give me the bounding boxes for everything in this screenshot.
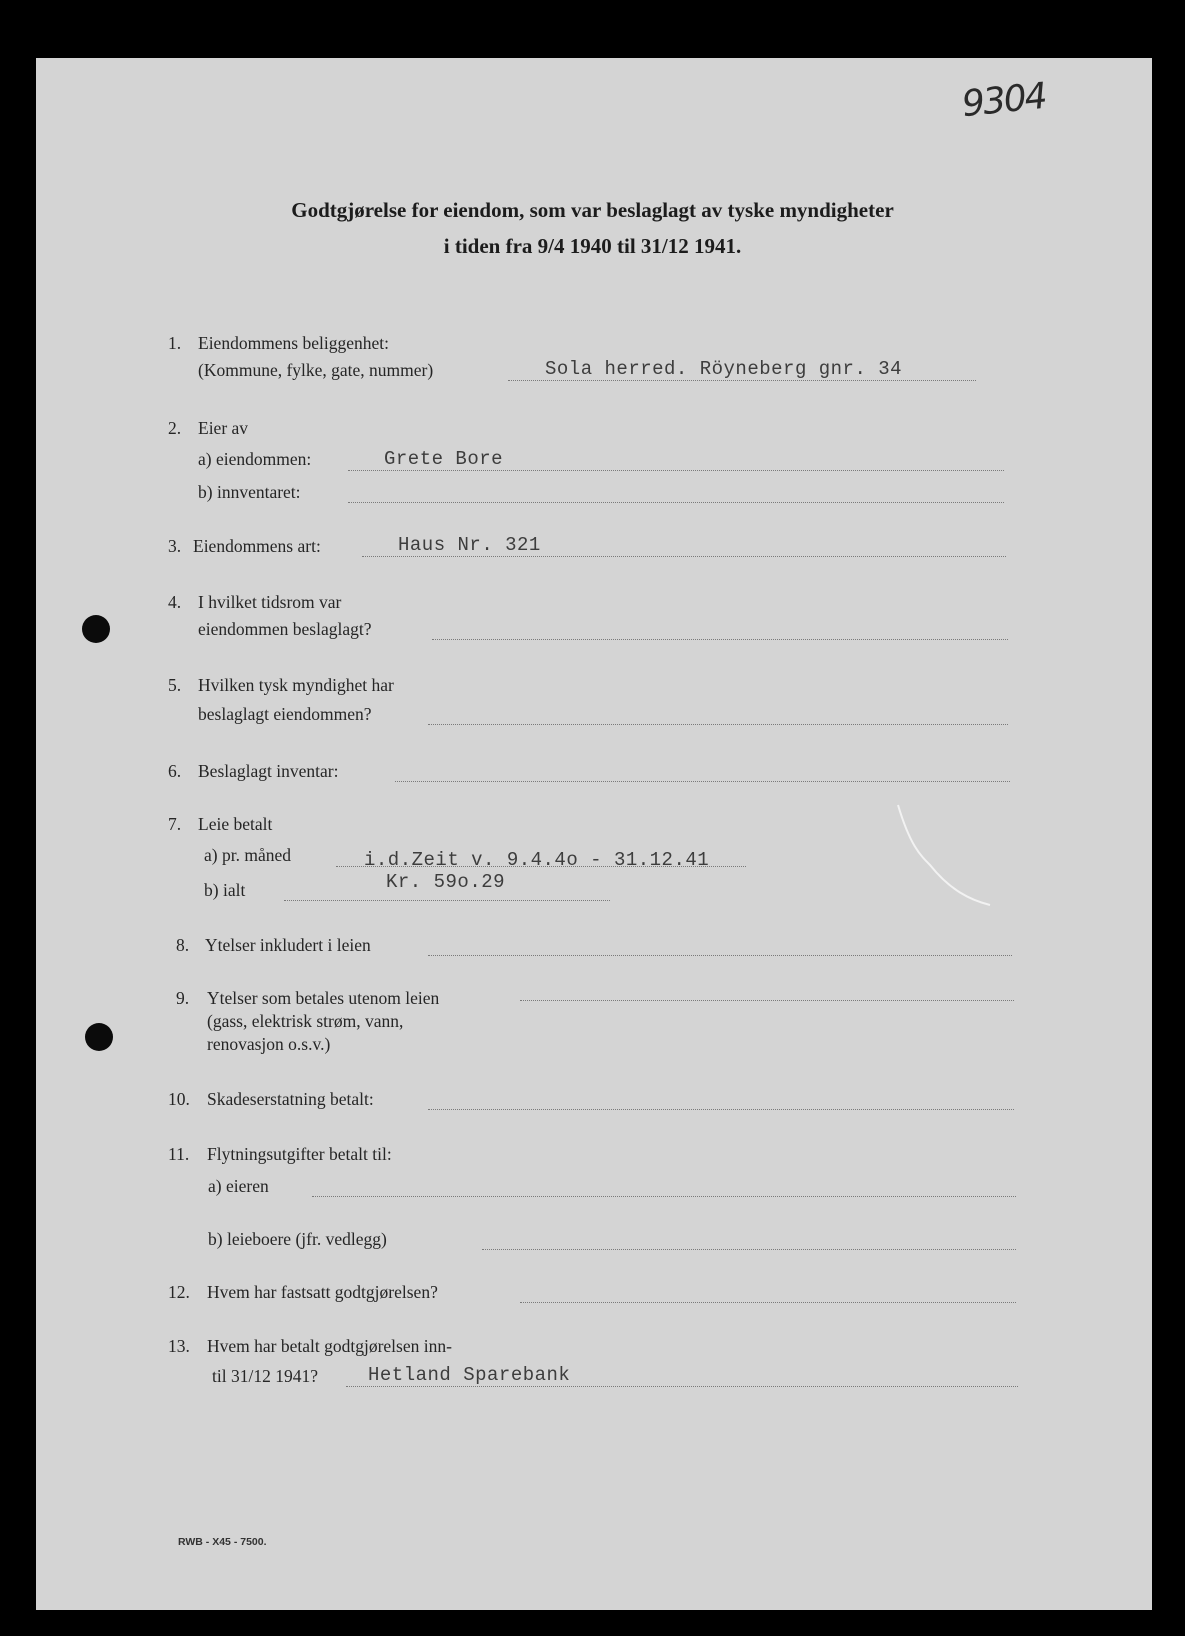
item-6-number: 6. <box>168 761 182 781</box>
form-title-line-1: Godtgjørelse for eiendom, som var beslaglagt av tyske myndigheter <box>291 198 894 222</box>
item-8-label: Ytelser inkludert i leien <box>205 935 371 955</box>
item-2b-label: b) innventaret: <box>198 482 301 502</box>
archive-number-handwritten: 9304 <box>960 75 1048 126</box>
item-1-answer: Sola herred. Röyneberg gnr. 34 <box>545 358 903 380</box>
item-9-number: 9. <box>176 988 190 1008</box>
item-1-sublabel: (Kommune, fylke, gate, nummer) <box>198 360 434 380</box>
punch-hole-lower <box>85 1023 113 1051</box>
item-7-number: 7. <box>168 814 182 834</box>
item-12-label: Hvem har fastsatt godtgjørelsen? <box>207 1282 438 1302</box>
item-6-answer-line <box>395 781 1010 782</box>
item-4-answer-line <box>432 639 1008 640</box>
item-2a-answer: Grete Bore <box>384 448 504 470</box>
item-5-label: Hvilken tysk myndighet har <box>198 675 394 695</box>
item-3-label: Eiendommens art: <box>193 536 321 556</box>
punch-hole-upper <box>82 615 110 643</box>
item-3-answer-line <box>362 556 1006 557</box>
item-11a-answer-line <box>312 1196 1016 1197</box>
item-11-number: 11. <box>168 1144 190 1164</box>
item-2b-answer-line <box>348 502 1004 503</box>
item-11-label: Flytningsutgifter betalt til: <box>207 1144 392 1164</box>
item-4-label: I hvilket tidsrom var <box>198 592 342 612</box>
item-6-label: Beslaglagt inventar: <box>198 761 339 781</box>
item-5-number: 5. <box>168 675 182 695</box>
item-2-number: 2. <box>168 418 182 438</box>
item-7b-label: b) ialt <box>204 880 246 900</box>
item-8-answer-line <box>428 955 1012 956</box>
item-13-label: Hvem har betalt godtgjørelsen inn- <box>207 1336 452 1356</box>
item-3-answer: Haus Nr. 321 <box>398 534 541 556</box>
item-10-number: 10. <box>168 1089 190 1109</box>
item-4-number: 4. <box>168 592 182 612</box>
item-7-label: Leie betalt <box>198 814 273 834</box>
item-7b-answer: Kr. 59o.29 <box>386 871 506 893</box>
item-9-sublabel-1: (gass, elektrisk strøm, vann, <box>207 1011 404 1031</box>
item-13-sublabel: til 31/12 1941? <box>212 1366 318 1386</box>
item-13-number: 13. <box>168 1336 190 1356</box>
item-3-number: 3. <box>168 536 182 556</box>
item-5-answer-line <box>428 724 1008 725</box>
form-title-line-2: i tiden fra 9/4 1940 til 31/12 1941. <box>443 234 742 258</box>
item-7a-answer: i.d.Zeit v. 9.4.4o - 31.12.41 <box>364 849 710 871</box>
item-2a-answer-line <box>348 470 1004 471</box>
item-10-answer-line <box>428 1109 1014 1110</box>
item-13-answer: Hetland Sparebank <box>368 1364 571 1386</box>
item-11b-answer-line <box>482 1249 1016 1250</box>
item-7a-label: a) pr. måned <box>204 845 291 865</box>
item-7b-answer-line <box>284 900 610 901</box>
item-10-label: Skadeserstatning betalt: <box>207 1089 374 1109</box>
item-11a-label: a) eieren <box>208 1176 269 1196</box>
item-12-number: 12. <box>168 1282 190 1302</box>
item-4-sublabel: eiendommen beslaglagt? <box>198 619 372 639</box>
pen-mark <box>890 795 1000 915</box>
printer-code: RWB - X45 - 7500. <box>178 1536 267 1548</box>
item-2-label: Eier av <box>198 418 249 438</box>
item-9-answer-line <box>520 1000 1014 1001</box>
item-1-number: 1. <box>168 333 182 353</box>
item-9-sublabel-2: renovasjon o.s.v.) <box>207 1034 331 1054</box>
item-12-answer-line <box>520 1302 1016 1303</box>
item-8-number: 8. <box>176 935 190 955</box>
item-2a-label: a) eiendommen: <box>198 449 312 469</box>
item-1-label: Eiendommens beliggenhet: <box>198 333 389 353</box>
item-13-answer-line <box>346 1386 1018 1387</box>
item-11b-label: b) leieboere (jfr. vedlegg) <box>208 1229 387 1249</box>
item-5-sublabel: beslaglagt eiendommen? <box>198 704 372 724</box>
item-1-answer-line <box>508 380 976 381</box>
item-9-label: Ytelser som betales utenom leien <box>207 988 440 1008</box>
